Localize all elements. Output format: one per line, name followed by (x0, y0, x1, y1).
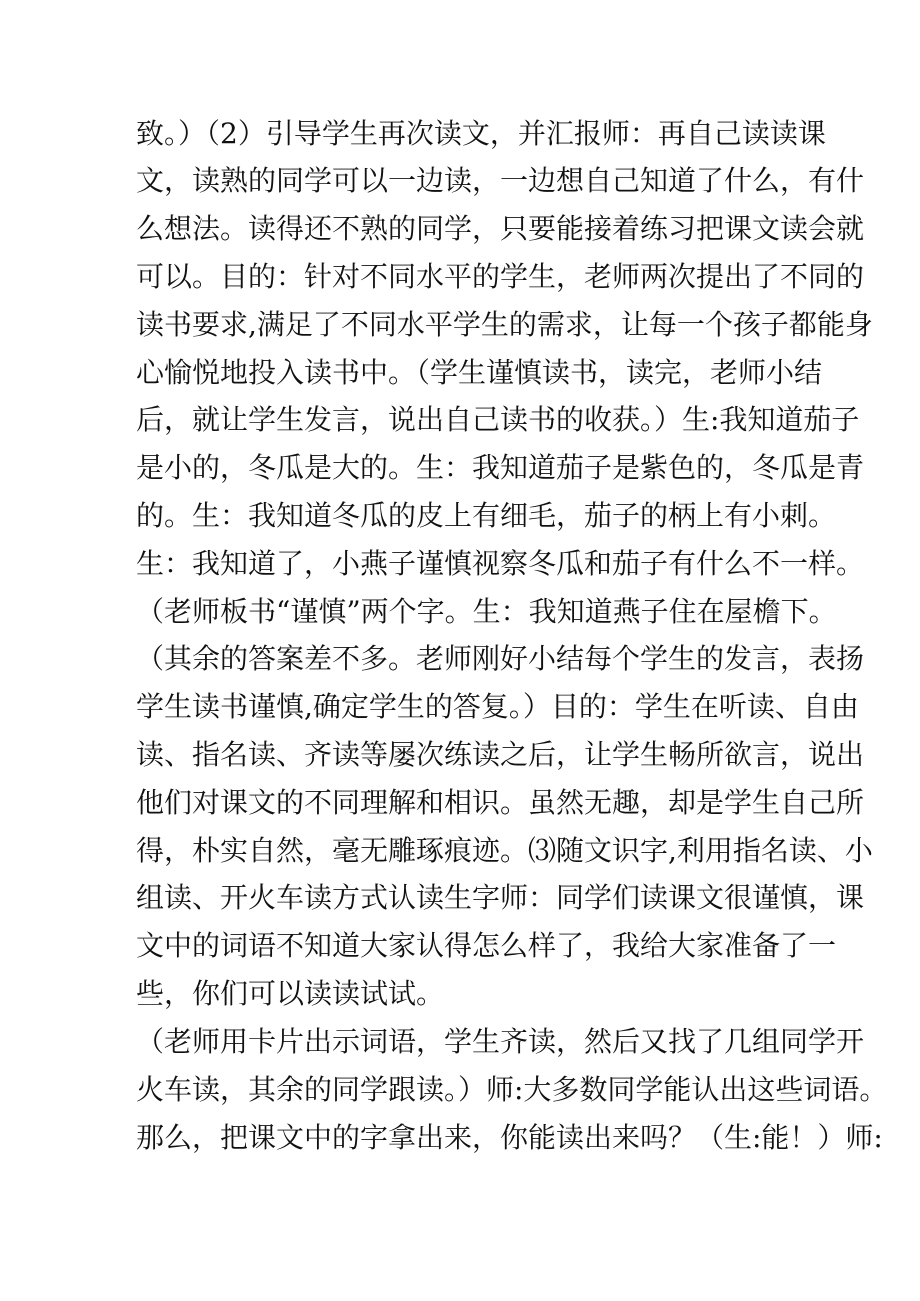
text-line: 读、指名读、齐读等屡次练读之后，让学生畅所欲言，说出 (136, 738, 865, 771)
text-line: 生：我知道了，小燕子谨慎视察冬瓜和茄子有什么不一样。 (136, 547, 865, 580)
text-line: 可以。目的：针对不同水平的学生，老师两次提出了不同的 (136, 260, 865, 293)
text-line: 后，就让学生发言，说出自己读书的收获。）生:我知道茄子 (136, 403, 860, 436)
text-line: 得，朴实自然，毫无雕琢痕迹。⑶随文识字,利用指名读、小 (136, 834, 873, 867)
text-line: 那么，把课文中的字拿出来，你能读出来吗？（生:能！）师: (136, 1121, 883, 1154)
text-line: 他们对课文的不同理解和相识。虽然无趣，却是学生自己所 (136, 786, 865, 819)
text-line: （其余的答案差不多。老师刚好小结每个学生的发言，表扬 (136, 642, 865, 675)
text-line: （老师用卡片出示词语，学生齐读，然后又找了几组同学开 (136, 1025, 865, 1058)
text-line: 火车读，其余的同学跟读。）师:大多数同学能认出这些词语。 (136, 1073, 888, 1106)
text-line: （老师板书“谨慎”两个字。生：我知道燕子住在屋檐下。 (136, 595, 837, 628)
text-line: 文中的词语不知道大家认得怎么样了，我给大家准备了一 (136, 929, 837, 962)
text-line: 心愉悦地投入读书中。（学生谨慎读书，读完，老师小结 (136, 356, 823, 389)
text-line: 是小的，冬瓜是大的。生：我知道茄子是紫色的，冬瓜是青 (136, 451, 865, 484)
text-line: 致。）（2）引导学生再次读文，并汇报师：再自己读读课 (136, 117, 826, 150)
text-line: 么想法。读得还不熟的同学，只要能接着练习把课文读会就 (136, 212, 865, 245)
text-line: 学生读书谨慎,确定学生的答复。）目的：学生在听读、自由 (136, 690, 859, 723)
text-line: 文，读熟的同学可以一边读，一边想自己知道了什么，有什 (136, 164, 865, 197)
text-line: 读书要求,满足了不同水平学生的需求，让每一个孩子都能身 (136, 308, 873, 341)
text-line: 的。生：我知道冬瓜的皮上有细毛，茄子的柄上有小刺。 (136, 499, 837, 532)
text-line: 些，你们可以读读试试。 (136, 977, 445, 1010)
text-line: 组读、开火车读方式认读生字师：同学们读课文很谨慎，课 (136, 881, 865, 914)
